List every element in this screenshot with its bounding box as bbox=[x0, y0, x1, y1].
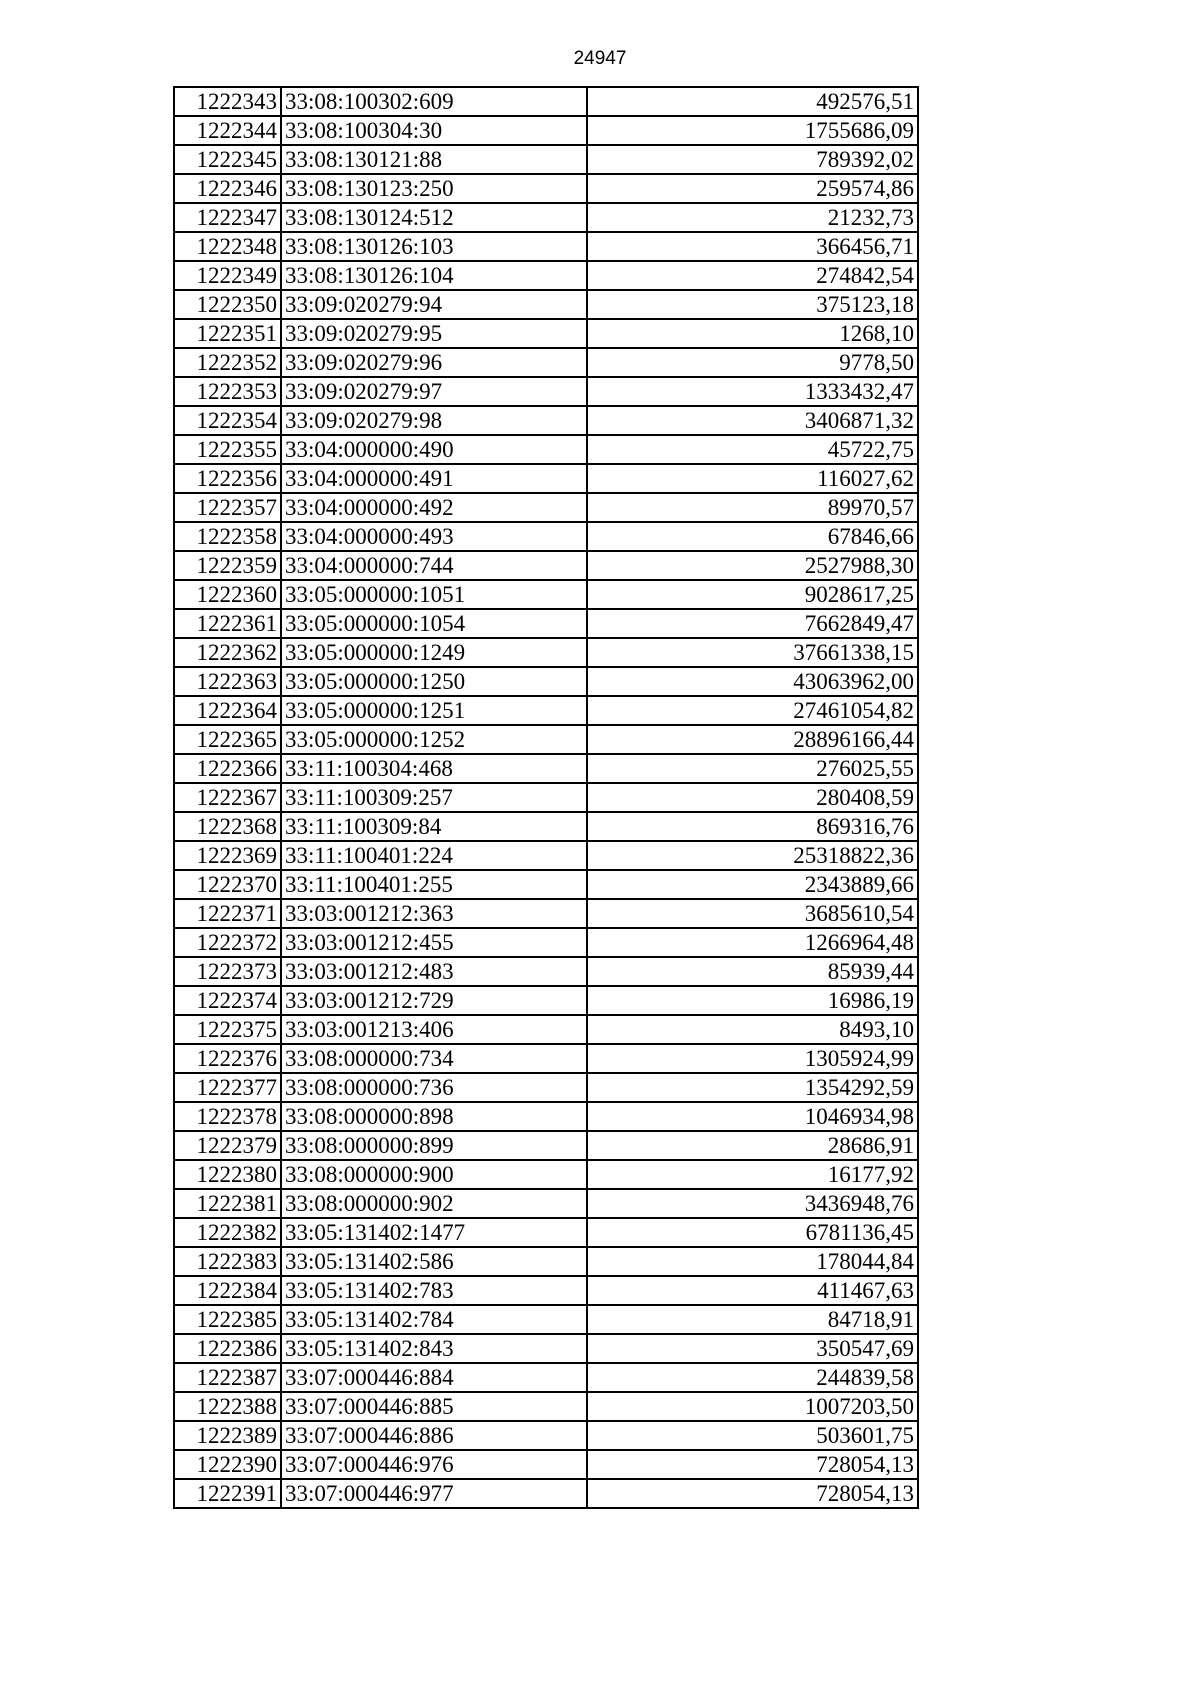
cadastral-number-cell: 33:04:000000:490 bbox=[281, 435, 587, 464]
value-cell: 375123,18 bbox=[587, 290, 918, 319]
cadastral-number-cell: 33:08:000000:900 bbox=[281, 1160, 587, 1189]
value-cell: 728054,13 bbox=[587, 1479, 918, 1508]
table-row bbox=[174, 1131, 918, 1160]
value-cell: 1305924,99 bbox=[587, 1044, 918, 1073]
cadastral-number-cell: 33:03:001212:483 bbox=[281, 957, 587, 986]
value-cell: 1755686,09 bbox=[587, 116, 918, 145]
cadastral-number-cell: 33:08:130121:88 bbox=[281, 145, 587, 174]
cadastral-number-cell: 33:05:131402:1477 bbox=[281, 1218, 587, 1247]
value-cell: 89970,57 bbox=[587, 493, 918, 522]
cadastral-number-cell: 33:05:131402:784 bbox=[281, 1305, 587, 1334]
row-id-cell: 1222348 bbox=[174, 232, 281, 261]
cadastral-number-cell: 33:04:000000:491 bbox=[281, 464, 587, 493]
row-id-cell: 1222372 bbox=[174, 928, 281, 957]
row-id-cell: 1222360 bbox=[174, 580, 281, 609]
cadastral-number-cell: 33:08:130126:103 bbox=[281, 232, 587, 261]
cadastral-number-cell: 33:08:130124:512 bbox=[281, 203, 587, 232]
value-cell: 411467,63 bbox=[587, 1276, 918, 1305]
value-cell: 366456,71 bbox=[587, 232, 918, 261]
table-row bbox=[174, 1189, 918, 1218]
table-row bbox=[174, 464, 918, 493]
table-row bbox=[174, 406, 918, 435]
value-cell: 67846,66 bbox=[587, 522, 918, 551]
row-id-cell: 1222367 bbox=[174, 783, 281, 812]
value-cell: 6781136,45 bbox=[587, 1218, 918, 1247]
table-row bbox=[174, 1450, 918, 1479]
table-row bbox=[174, 203, 918, 232]
row-id-cell: 1222379 bbox=[174, 1131, 281, 1160]
value-cell: 274842,54 bbox=[587, 261, 918, 290]
table-row bbox=[174, 1334, 918, 1363]
row-id-cell: 1222356 bbox=[174, 464, 281, 493]
cadastral-number-cell: 33:11:100309:84 bbox=[281, 812, 587, 841]
table-body bbox=[174, 87, 918, 1508]
row-id-cell: 1222380 bbox=[174, 1160, 281, 1189]
row-id-cell: 1222369 bbox=[174, 841, 281, 870]
cadastral-number-cell: 33:05:000000:1250 bbox=[281, 667, 587, 696]
value-cell: 178044,84 bbox=[587, 1247, 918, 1276]
value-cell: 259574,86 bbox=[587, 174, 918, 203]
row-id-cell: 1222359 bbox=[174, 551, 281, 580]
row-id-cell: 1222361 bbox=[174, 609, 281, 638]
cadastral-number-cell: 33:08:130123:250 bbox=[281, 174, 587, 203]
table-row bbox=[174, 580, 918, 609]
value-cell: 1046934,98 bbox=[587, 1102, 918, 1131]
row-id-cell: 1222387 bbox=[174, 1363, 281, 1392]
cadastral-number-cell: 33:07:000446:885 bbox=[281, 1392, 587, 1421]
value-cell: 728054,13 bbox=[587, 1450, 918, 1479]
cadastral-number-cell: 33:11:100401:255 bbox=[281, 870, 587, 899]
row-id-cell: 1222362 bbox=[174, 638, 281, 667]
table-row bbox=[174, 522, 918, 551]
table-row bbox=[174, 1305, 918, 1334]
cadastral-number-cell: 33:08:130126:104 bbox=[281, 261, 587, 290]
page-number: 24947 bbox=[573, 48, 627, 69]
row-id-cell: 1222371 bbox=[174, 899, 281, 928]
row-id-cell: 1222374 bbox=[174, 986, 281, 1015]
cadastral-number-cell: 33:09:020279:96 bbox=[281, 348, 587, 377]
value-cell: 503601,75 bbox=[587, 1421, 918, 1450]
row-id-cell: 1222382 bbox=[174, 1218, 281, 1247]
row-id-cell: 1222358 bbox=[174, 522, 281, 551]
cadastral-number-cell: 33:05:131402:783 bbox=[281, 1276, 587, 1305]
table-row bbox=[174, 1160, 918, 1189]
table-row bbox=[174, 899, 918, 928]
table-row bbox=[174, 1015, 918, 1044]
table-row bbox=[174, 870, 918, 899]
table-row bbox=[174, 87, 918, 116]
row-id-cell: 1222357 bbox=[174, 493, 281, 522]
row-id-cell: 1222363 bbox=[174, 667, 281, 696]
table-row bbox=[174, 928, 918, 957]
cadastral-number-cell: 33:04:000000:493 bbox=[281, 522, 587, 551]
cadastral-number-cell: 33:08:000000:734 bbox=[281, 1044, 587, 1073]
value-cell: 28896166,44 bbox=[587, 725, 918, 754]
table-row bbox=[174, 1247, 918, 1276]
table-row bbox=[174, 841, 918, 870]
row-id-cell: 1222376 bbox=[174, 1044, 281, 1073]
row-id-cell: 1222373 bbox=[174, 957, 281, 986]
cadastral-number-cell: 33:05:000000:1051 bbox=[281, 580, 587, 609]
row-id-cell: 1222385 bbox=[174, 1305, 281, 1334]
cadastral-number-cell: 33:11:100309:257 bbox=[281, 783, 587, 812]
row-id-cell: 1222378 bbox=[174, 1102, 281, 1131]
row-id-cell: 1222350 bbox=[174, 290, 281, 319]
value-cell: 789392,02 bbox=[587, 145, 918, 174]
cadastral-number-cell: 33:07:000446:884 bbox=[281, 1363, 587, 1392]
value-cell: 9028617,25 bbox=[587, 580, 918, 609]
table-row bbox=[174, 725, 918, 754]
table-row bbox=[174, 1044, 918, 1073]
cadastral-number-cell: 33:08:100304:30 bbox=[281, 116, 587, 145]
table-row bbox=[174, 754, 918, 783]
cadastral-number-cell: 33:08:000000:898 bbox=[281, 1102, 587, 1131]
value-cell: 244839,58 bbox=[587, 1363, 918, 1392]
value-cell: 869316,76 bbox=[587, 812, 918, 841]
value-cell: 37661338,15 bbox=[587, 638, 918, 667]
row-id-cell: 1222375 bbox=[174, 1015, 281, 1044]
table-row bbox=[174, 1073, 918, 1102]
row-id-cell: 1222384 bbox=[174, 1276, 281, 1305]
row-id-cell: 1222352 bbox=[174, 348, 281, 377]
cadastral-number-cell: 33:07:000446:886 bbox=[281, 1421, 587, 1450]
value-cell: 3685610,54 bbox=[587, 899, 918, 928]
table-row bbox=[174, 696, 918, 725]
row-id-cell: 1222351 bbox=[174, 319, 281, 348]
row-id-cell: 1222355 bbox=[174, 435, 281, 464]
cadastral-number-cell: 33:07:000446:976 bbox=[281, 1450, 587, 1479]
row-id-cell: 1222370 bbox=[174, 870, 281, 899]
cadastral-number-cell: 33:04:000000:492 bbox=[281, 493, 587, 522]
value-cell: 16177,92 bbox=[587, 1160, 918, 1189]
table-row bbox=[174, 261, 918, 290]
cadastral-number-cell: 33:03:001212:363 bbox=[281, 899, 587, 928]
row-id-cell: 1222390 bbox=[174, 1450, 281, 1479]
cadastral-table bbox=[173, 86, 919, 1509]
table-row bbox=[174, 1276, 918, 1305]
row-id-cell: 1222391 bbox=[174, 1479, 281, 1508]
table-row bbox=[174, 232, 918, 261]
value-cell: 492576,51 bbox=[587, 87, 918, 116]
cadastral-number-cell: 33:11:100401:224 bbox=[281, 841, 587, 870]
cadastral-number-cell: 33:09:020279:94 bbox=[281, 290, 587, 319]
value-cell: 1354292,59 bbox=[587, 1073, 918, 1102]
table-row bbox=[174, 174, 918, 203]
row-id-cell: 1222383 bbox=[174, 1247, 281, 1276]
value-cell: 2343889,66 bbox=[587, 870, 918, 899]
value-cell: 2527988,30 bbox=[587, 551, 918, 580]
cadastral-number-cell: 33:11:100304:468 bbox=[281, 754, 587, 783]
value-cell: 276025,55 bbox=[587, 754, 918, 783]
cadastral-number-cell: 33:05:000000:1249 bbox=[281, 638, 587, 667]
table-row bbox=[174, 377, 918, 406]
row-id-cell: 1222365 bbox=[174, 725, 281, 754]
value-cell: 1266964,48 bbox=[587, 928, 918, 957]
cadastral-number-cell: 33:05:131402:843 bbox=[281, 1334, 587, 1363]
cadastral-number-cell: 33:09:020279:98 bbox=[281, 406, 587, 435]
row-id-cell: 1222345 bbox=[174, 145, 281, 174]
row-id-cell: 1222377 bbox=[174, 1073, 281, 1102]
value-cell: 116027,62 bbox=[587, 464, 918, 493]
row-id-cell: 1222346 bbox=[174, 174, 281, 203]
value-cell: 9778,50 bbox=[587, 348, 918, 377]
row-id-cell: 1222388 bbox=[174, 1392, 281, 1421]
value-cell: 28686,91 bbox=[587, 1131, 918, 1160]
row-id-cell: 1222347 bbox=[174, 203, 281, 232]
cadastral-number-cell: 33:05:000000:1054 bbox=[281, 609, 587, 638]
row-id-cell: 1222368 bbox=[174, 812, 281, 841]
value-cell: 21232,73 bbox=[587, 203, 918, 232]
cadastral-number-cell: 33:05:000000:1251 bbox=[281, 696, 587, 725]
row-id-cell: 1222389 bbox=[174, 1421, 281, 1450]
cadastral-number-cell: 33:08:000000:899 bbox=[281, 1131, 587, 1160]
value-cell: 45722,75 bbox=[587, 435, 918, 464]
table-row bbox=[174, 1479, 918, 1508]
value-cell: 3436948,76 bbox=[587, 1189, 918, 1218]
table-row bbox=[174, 957, 918, 986]
table-row bbox=[174, 609, 918, 638]
row-id-cell: 1222353 bbox=[174, 377, 281, 406]
cadastral-number-cell: 33:05:000000:1252 bbox=[281, 725, 587, 754]
cadastral-number-cell: 33:08:000000:736 bbox=[281, 1073, 587, 1102]
table-row bbox=[174, 1421, 918, 1450]
table-row bbox=[174, 145, 918, 174]
value-cell: 16986,19 bbox=[587, 986, 918, 1015]
row-id-cell: 1222381 bbox=[174, 1189, 281, 1218]
row-id-cell: 1222349 bbox=[174, 261, 281, 290]
value-cell: 7662849,47 bbox=[587, 609, 918, 638]
cadastral-number-cell: 33:03:001212:729 bbox=[281, 986, 587, 1015]
value-cell: 84718,91 bbox=[587, 1305, 918, 1334]
cadastral-table-container bbox=[173, 86, 919, 1509]
value-cell: 3406871,32 bbox=[587, 406, 918, 435]
value-cell: 1268,10 bbox=[587, 319, 918, 348]
cadastral-number-cell: 33:08:000000:902 bbox=[281, 1189, 587, 1218]
table-row bbox=[174, 986, 918, 1015]
cadastral-number-cell: 33:09:020279:95 bbox=[281, 319, 587, 348]
row-id-cell: 1222343 bbox=[174, 87, 281, 116]
table-row bbox=[174, 638, 918, 667]
cadastral-number-cell: 33:08:100302:609 bbox=[281, 87, 587, 116]
row-id-cell: 1222366 bbox=[174, 754, 281, 783]
table-row bbox=[174, 116, 918, 145]
table-row bbox=[174, 812, 918, 841]
value-cell: 25318822,36 bbox=[587, 841, 918, 870]
table-row bbox=[174, 1363, 918, 1392]
value-cell: 8493,10 bbox=[587, 1015, 918, 1044]
table-row bbox=[174, 493, 918, 522]
table-row bbox=[174, 348, 918, 377]
cadastral-number-cell: 33:03:001212:455 bbox=[281, 928, 587, 957]
table-row bbox=[174, 435, 918, 464]
value-cell: 85939,44 bbox=[587, 957, 918, 986]
value-cell: 43063962,00 bbox=[587, 667, 918, 696]
value-cell: 1333432,47 bbox=[587, 377, 918, 406]
cadastral-number-cell: 33:09:020279:97 bbox=[281, 377, 587, 406]
row-id-cell: 1222354 bbox=[174, 406, 281, 435]
table-row bbox=[174, 551, 918, 580]
cadastral-number-cell: 33:05:131402:586 bbox=[281, 1247, 587, 1276]
row-id-cell: 1222344 bbox=[174, 116, 281, 145]
table-row bbox=[174, 1218, 918, 1247]
table-row bbox=[174, 290, 918, 319]
value-cell: 350547,69 bbox=[587, 1334, 918, 1363]
cadastral-number-cell: 33:04:000000:744 bbox=[281, 551, 587, 580]
table-row bbox=[174, 1102, 918, 1131]
cadastral-number-cell: 33:07:000446:977 bbox=[281, 1479, 587, 1508]
table-row bbox=[174, 667, 918, 696]
value-cell: 27461054,82 bbox=[587, 696, 918, 725]
table-row bbox=[174, 783, 918, 812]
table-row bbox=[174, 319, 918, 348]
table-row bbox=[174, 1392, 918, 1421]
row-id-cell: 1222386 bbox=[174, 1334, 281, 1363]
cadastral-number-cell: 33:03:001213:406 bbox=[281, 1015, 587, 1044]
row-id-cell: 1222364 bbox=[174, 696, 281, 725]
value-cell: 280408,59 bbox=[587, 783, 918, 812]
value-cell: 1007203,50 bbox=[587, 1392, 918, 1421]
